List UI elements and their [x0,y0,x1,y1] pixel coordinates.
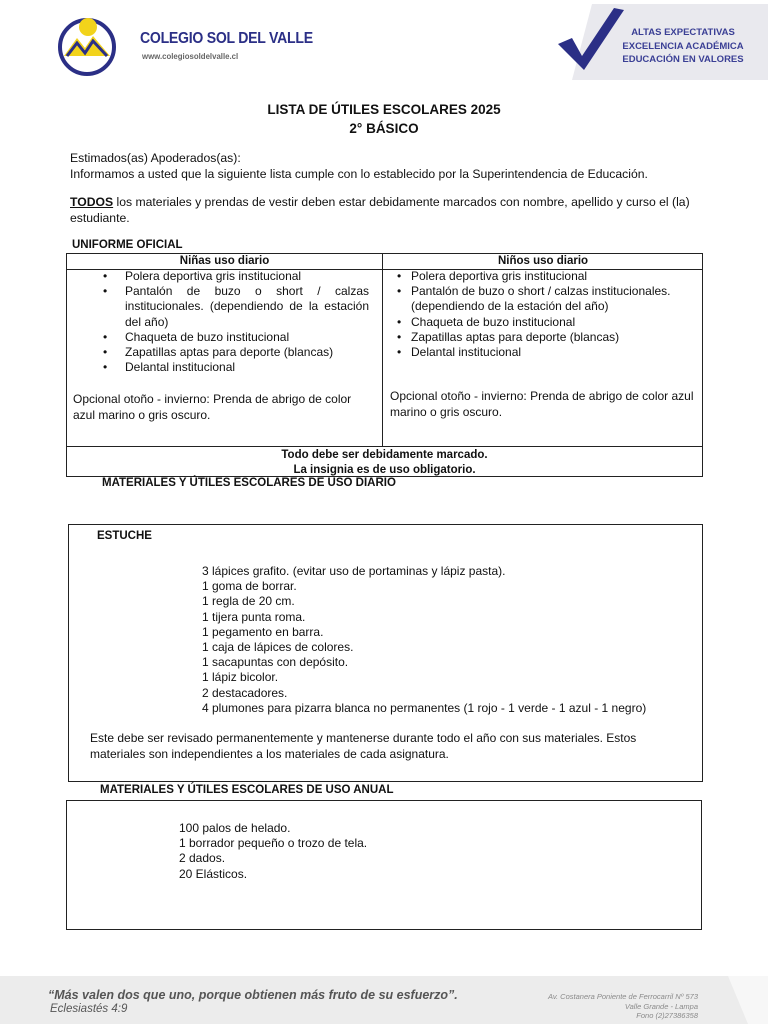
list-item: 1 caja de lápices de colores. [202,640,354,655]
estuche-list [202,564,646,716]
document-title: LISTA DE ÚTILES ESCOLARES 2025 [267,102,501,117]
address-line: Valle Grande - Lampa [624,1001,698,1011]
school-website: www.colegiosoldelvalle.cl [142,51,239,61]
list-item: • Zapatillas aptas para deporte (blancas) [393,330,693,345]
school-address [548,992,698,1021]
uniform-footnote-line2: La insignia es de uso obligatorio. [293,463,476,476]
list-item: 1 borrador pequeño o trozo de tela. [179,836,368,851]
list-item: • Chaqueta de buzo institucional [393,315,693,330]
todos-emphasis: TODOS [70,195,114,209]
annual-list [179,821,367,882]
list-item: 1 pegamento en barra. [202,624,324,639]
list-item: • Polera deportiva gris institucional [393,269,693,284]
list-item: 2 destacadores. [202,685,288,700]
address-line: Av. Costanera Poniente de Ferrocarril Nº 573 [547,992,698,1001]
page-footer [0,976,768,1024]
greeting: Estimados(as) Apoderados(as): [70,151,241,165]
girls-header: Niñas uso diario [179,255,270,267]
list-item: 20 Elásticos. [179,866,248,881]
school-mottos [610,26,756,67]
uniform-table [66,253,703,477]
list-item: 3 lápices grafito. (evitar uso de portaminas y lápiz pasta). [202,564,506,578]
motto-1: ALTAS EXPECTATIVAS [631,27,735,38]
footer-decoration [698,976,768,1024]
list-item: • Delantal institucional [87,360,369,375]
list-item: 1 goma de borrar. [202,579,297,594]
boys-header: Niños uso diario [497,255,589,267]
annual-box [66,800,702,930]
list-item: • Pantalón de buzo o short / calzas institucionales. (dependiendo de la estación del año) [87,284,369,330]
phone-line: Fono (2)27386358 [636,1011,698,1020]
list-item: • Polera deportiva gris institucional [87,269,369,284]
marking-notice [70,194,700,226]
list-item: • Zapatillas aptas para deporte (blancas) [87,345,369,360]
estuche-note: Este debe ser revisado permanentemente y mantenerse durante todo el año con sus materiales. Estos materiales son independientes a los materiales de cada asignatura. [90,731,637,761]
boys-optional: Opcional otoño - invierno: Prenda de abrigo de color azul marino o gris oscuro. [390,389,694,419]
motto-3: EDUCACIÓN EN VALORES [622,54,744,65]
marking-notice-text: los materiales y prendas de vestir deben estar debidamente marcados con nombre, apellido y curso el (la) estudiante. [70,195,690,225]
annual-materials-label: MATERIALES Y ÚTILES ESCOLARES DE USO ANUAL [100,784,394,796]
school-logo [55,16,119,76]
statement: Informamos a usted que la siguiente lista cumple con lo establecido por la Superintendencia de Educación. [70,167,648,181]
list-item: • Pantalón de buzo o short / calzas institucionales. (dependiendo de la estación del año) [393,284,693,314]
school-name: COLEGIO SOL DEL VALLE [140,30,313,47]
motto-2: EXCELENCIA ACADÉMICA [622,40,744,52]
uniform-footnote-line1: Todo debe ser debidamente marcado. [281,449,488,461]
list-item: 1 lápiz bicolor. [202,670,279,685]
list-item: 2 dados. [179,851,226,866]
girls-uniform-list [87,269,369,375]
list-item: • Chaqueta de buzo institucional [87,330,369,345]
footer-quote-reference: Eclesiastés 4:9 [50,1003,128,1015]
list-item: 100 palos de helado. [179,821,291,835]
uniform-footnote [67,447,702,477]
grade-title: 2° BÁSICO [349,121,419,136]
list-item: • Delantal institucional [393,345,693,360]
uniform-label: UNIFORME OFICIAL [72,239,183,251]
estuche-box [68,524,703,782]
girls-optional: Opcional otoño - invierno: Prenda de abrigo de color azul marino o gris oscuro. [73,392,352,422]
list-item: 1 regla de 20 cm. [202,594,295,609]
daily-materials-label: MATERIALES Y ÚTILES ESCOLARES DE USO DIARIO [102,477,396,489]
list-item: 1 tijera punta roma. [202,609,306,624]
estuche-title: ESTUCHE [97,530,152,542]
list-item: 1 sacapuntas con depósito. [202,655,349,670]
list-item: 4 plumones para pizarra blanca no permanentes (1 rojo - 1 verde - 1 azul - 1 negro) [202,700,647,715]
boys-uniform-list [393,269,693,360]
footer-quote: “Más valen dos que uno, porque obtienen más fruto de su esfuerzo”. [48,988,458,1002]
